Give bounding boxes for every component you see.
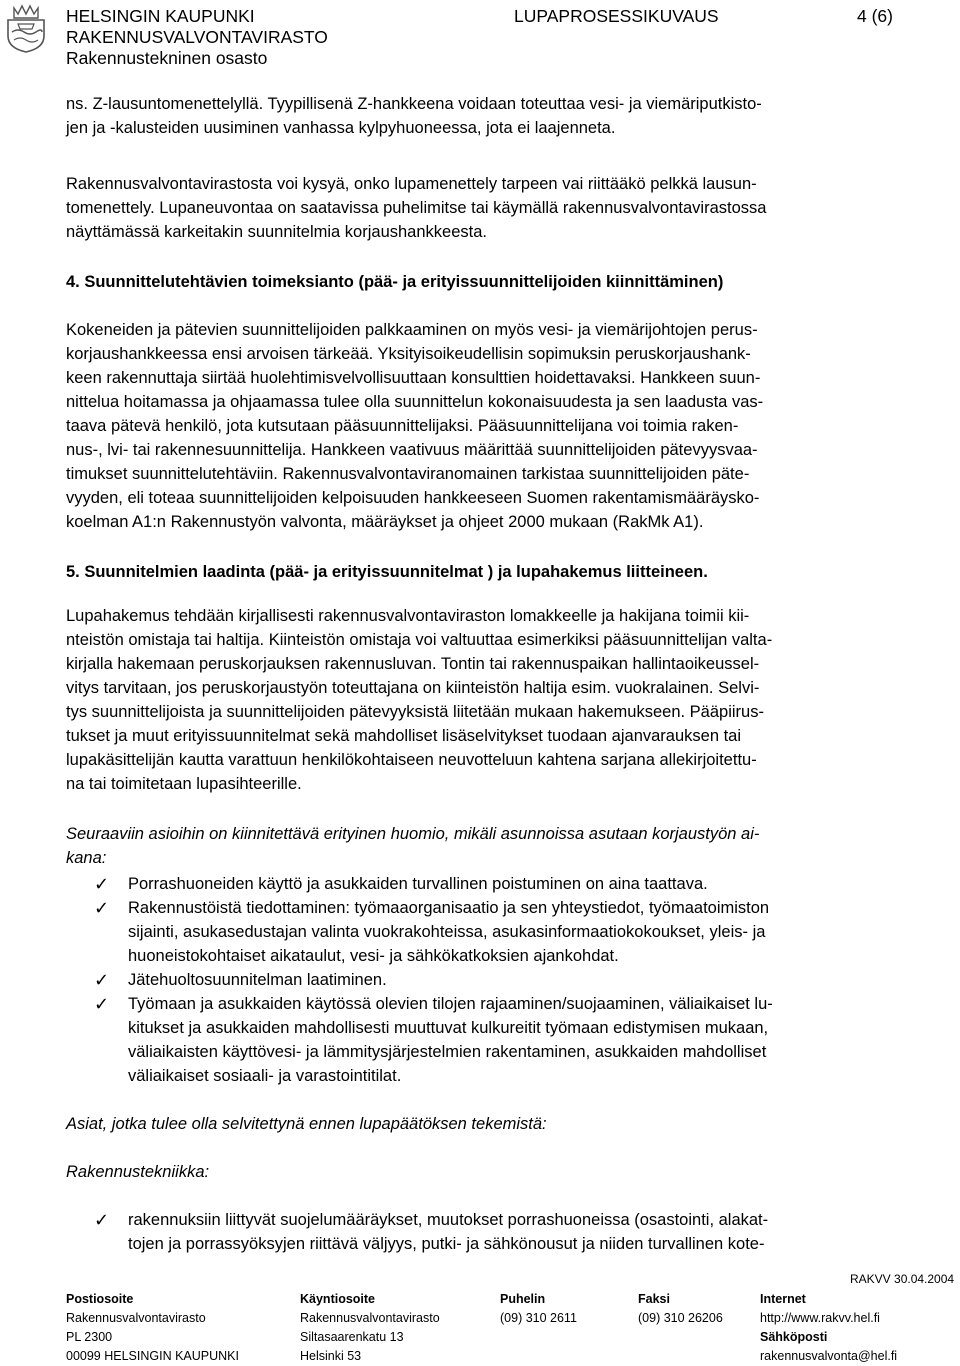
section4-heading: 4. Suunnittelutehtävien toimeksianto (pää- ja erityissuunnittelijoiden kiinnittäminen) xyxy=(66,273,724,291)
email-link[interactable]: rakennusvalvonta@hel.fi xyxy=(760,1349,898,1363)
attention-checklist xyxy=(92,872,952,1088)
section4-body xyxy=(66,318,938,534)
text-line: vitys tarvitaan, jos peruskorjaustyön toteuttajana on kiinteistön haltija esim. vuokralainen. Selvi- xyxy=(66,679,760,697)
checklist-item xyxy=(92,872,952,896)
footer-line: (09) 310 26206 xyxy=(638,1311,723,1325)
section5-body xyxy=(66,604,938,796)
paragraph-inquiry xyxy=(66,172,938,244)
header-city: HELSINGIN KAUPUNKI xyxy=(66,6,255,26)
helsinki-crest-icon xyxy=(4,2,48,54)
checkmark-icon: ✓ xyxy=(94,970,110,990)
text-line: Lupahakemus tehdään kirjallisesti rakennusvalvontaviraston lomakkeelle ja hakijana toimii kii- xyxy=(66,607,750,625)
checklist-item xyxy=(92,992,952,1088)
footer-line: PL 2300 xyxy=(66,1330,113,1344)
text-line: väliaikaisten käyttövesi- ja lämmitysjärjestelmien rakentaminen, asukkaiden mahdolliset xyxy=(128,1043,767,1061)
text-line: Rakennusvalvontavirastosta voi kysyä, onko lupamenettely tarpeen vai riittääkö pelkkä lausun- xyxy=(66,175,757,193)
text-line: tomenettely. Lupaneuvontaa on saatavissa puhelimitse tai käymällä rakennusvalvontavirastossa xyxy=(66,199,767,217)
text-line: kana: xyxy=(66,849,107,867)
text-line: timukset suunnittelutehtäviin. Rakennusvalvontaviranomainen tarkistaa suunnittelijoiden päte- xyxy=(66,465,750,483)
text-line: na tai toimitetaan lupasihteerille. xyxy=(66,775,302,793)
footer-fax xyxy=(638,1290,723,1328)
date-stamp: RAKVV 30.04.2004 xyxy=(850,1272,955,1286)
text-line: tys suunnittelijoista ja suunnittelijoiden pätevyyksistä liitetään mukaan hakemukseen. Pääpiirus- xyxy=(66,703,764,721)
footer-label: Puhelin xyxy=(500,1292,546,1306)
website-link[interactable]: http://www.rakvv.hel.fi xyxy=(760,1311,880,1325)
footer-label: Käyntiosoite xyxy=(300,1292,376,1306)
clarify-title: Asiat, jotka tulee olla selvitettynä ennen lupapäätöksen tekemistä: xyxy=(66,1115,547,1133)
text-line: nittelua hoitamassa ja ohjaamassa tulee olla suunnittelun kokonaisuudesta ja sen laadusta vas- xyxy=(66,393,764,411)
text-line: kitukset ja asukkaiden mahdollisesti muuttuvat kulkureitit työmaan edistymisen mukaan, xyxy=(128,1019,769,1037)
tech-title: Rakennustekniikka: xyxy=(66,1163,210,1181)
footer-internet xyxy=(760,1290,897,1366)
text-line: rakennuksiin liittyvät suojelumääräykset, muutokset porrashuoneissa (osastointi, alakat- xyxy=(128,1211,769,1229)
text-line: Kokeneiden ja pätevien suunnittelijoiden palkkaaminen on myös vesi- ja viemärijohtojen perus- xyxy=(66,321,758,339)
checklist-item xyxy=(92,1208,952,1256)
text-line: Rakennustöistä tiedottaminen: työmaaorganisaatio ja sen yhteystiedot, työmaatoimiston xyxy=(128,899,770,917)
footer-line: Rakennusvalvontavirasto xyxy=(66,1311,206,1325)
text-line: huoneistokohtaiset aikataulut, vesi- ja sähkökatkoksien ajankohdat. xyxy=(128,947,619,965)
page-number: 4 (6) xyxy=(857,6,893,26)
checklist-item xyxy=(92,896,952,968)
text-line: tukset ja muut erityissuunnitelmat sekä mahdolliset lisäselvitykset tuodaan ajanvarauksen tai xyxy=(66,727,742,745)
header-department: Rakennustekninen osasto xyxy=(66,48,268,68)
doc-title: LUPAPROSESSIKUVAUS xyxy=(514,6,719,26)
text-line: nus-, lvi- tai rakennesuunnittelija. Hankkeen vaativuus määrittää suunnittelijoiden pätevyysvaa- xyxy=(66,441,758,459)
checkmark-icon: ✓ xyxy=(94,898,110,918)
text-line: näyttämässä karkeitakin suunnitelmia korjaushankkeesta. xyxy=(66,223,487,241)
paragraph-intro xyxy=(66,92,938,140)
footer-line: Rakennusvalvontavirasto xyxy=(300,1311,440,1325)
text-line: Jätehuoltosuunnitelman laatiminen. xyxy=(128,971,387,989)
text-line: Seuraaviin asioihin on kiinnitettävä erityinen huomio, mikäli asunnoissa asutaan korjaustyön ai- xyxy=(66,825,760,843)
footer-label: Internet xyxy=(760,1292,806,1306)
header-org xyxy=(66,6,328,69)
text-line: sijainti, asukasedustajan valinta vuokrakohteissa, asukasinformaatiokokoukset, yleis- ja xyxy=(128,923,766,941)
checklist-item xyxy=(92,968,952,992)
text-line: taava pätevä henkilö, jota kutsutaan pääsuunnittelijaksi. Pääsuunnittelijana voi toimia raken- xyxy=(66,417,739,435)
footer-line: (09) 310 2611 xyxy=(500,1311,577,1325)
text-line: väliaikaiset sosiaali- ja varastointitilat. xyxy=(128,1067,402,1085)
checkmark-icon: ✓ xyxy=(94,994,110,1014)
footer-postal xyxy=(66,1290,239,1366)
checkmark-icon: ✓ xyxy=(94,874,110,894)
text-line: Työmaan ja asukkaiden käytössä olevien tilojen rajaaminen/suojaaminen, väliaikaiset lu- xyxy=(128,995,773,1013)
footer-label: Sähköposti xyxy=(760,1330,828,1344)
checkmark-icon: ✓ xyxy=(94,1210,110,1230)
attention-title xyxy=(66,822,938,870)
footer-line: 00099 HELSINGIN KAUPUNKI xyxy=(66,1349,239,1363)
footer-label: Postiosoite xyxy=(66,1292,134,1306)
text-line: kirjalla hakemaan peruskorjauksen rakennusluvan. Tontin tai rakennuspaikan hallintaoikeussel- xyxy=(66,655,760,673)
header-agency: RAKENNUSVALVONTAVIRASTO xyxy=(66,27,328,47)
footer-phone xyxy=(500,1290,577,1328)
text-line: Porrashuoneiden käyttö ja asukkaiden turvallinen poistuminen on aina taattava. xyxy=(128,875,708,893)
text-line: korjaushankkeessa ensi arvoisen tärkeää. Yksityisoikeudellisin sopimuksin peruskorjaushank- xyxy=(66,345,751,363)
tech-checklist xyxy=(92,1208,952,1256)
text-line: vyyden, eli toteaa suunnittelijoiden kelpoisuuden hankkeeseen Suomen rakentamismääräysko- xyxy=(66,489,760,507)
text-line: jen ja -kalusteiden uusiminen vanhassa kylpyhuoneessa, jota ei laajenneta. xyxy=(66,119,616,137)
text-line: koelman A1:n Rakennustyön valvonta, määräykset ja ohjeet 2000 mukaan (RakMk A1). xyxy=(66,513,704,531)
text-line: lupakäsittelijän kautta varattuun henkilökohtaiseen neuvotteluun kahtena sarjana allekirjoitettu- xyxy=(66,751,757,769)
text-line: tojen ja porrassyöksyjen riittävä väljyys, putki- ja sähkönousut ja niiden turvallinen kote- xyxy=(128,1235,765,1253)
footer-visit xyxy=(300,1290,440,1366)
text-line: nteistön omistaja tai haltija. Kiinteistön omistaja voi valtuuttaa esimerkiksi pääsuunnittelijan valta- xyxy=(66,631,773,649)
text-line: keen rakennuttaja siirtää huolehtimisvelvollisuuttaan konsulttien hoidettavaksi. Hankkeen suun- xyxy=(66,369,761,387)
text-line: ns. Z-lausuntomenettelyllä. Tyypillisenä Z-hankkeena voidaan toteuttaa vesi- ja viemäriputkisto- xyxy=(66,95,762,113)
footer-line: Helsinki 53 xyxy=(300,1349,362,1363)
footer-label: Faksi xyxy=(638,1292,670,1306)
footer-line: Siltasaarenkatu 13 xyxy=(300,1330,404,1344)
section5-heading: 5. Suunnitelmien laadinta (pää- ja erityissuunnitelmat ) ja lupahakemus liitteineen. xyxy=(66,563,708,581)
